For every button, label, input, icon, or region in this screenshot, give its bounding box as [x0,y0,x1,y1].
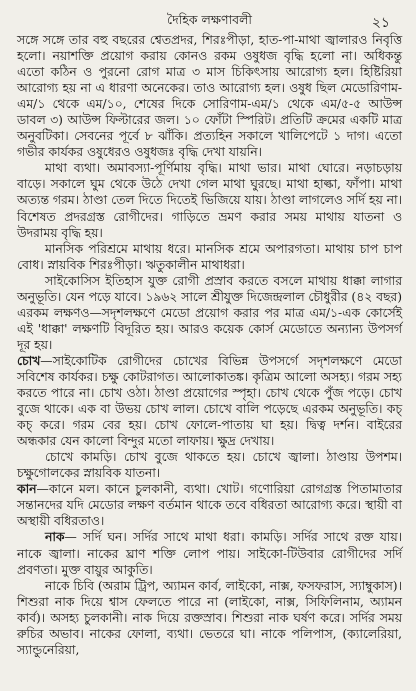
paragraph [17,449,402,481]
paragraph-text: মানসিক পরিশ্রমে মাথায় ধরে। মানসিক শ্রমে অপারগতা। মাথায় চাপ চাপ বোধ। স্নায়বিক শিরঃপীড়া। ঋতুকালীন মাথাধরা। [17,241,402,272]
page-number: ২১ [371,15,390,31]
paragraph [17,241,402,273]
paragraph [17,578,402,658]
paragraph [17,273,402,353]
page-header [17,0,402,32]
section-heading: কান [17,481,37,497]
running-title: দৈহিক লক্ষণাবলী [167,12,252,27]
paragraph-text: —কানে মল। কানে চুলকানী, ব্যথা। খোট। গণোরিয়া রোগগ্রস্ত পিতামাতার সন্তানদের যদি মেডোর লক্ষণ বর্তমান থাকে তবে বধিরতা আরোগ্য করে। স্থায়ী বা অস্থায়ী বধিরতাও। [17,482,402,529]
section-heading: চোখ [17,352,41,368]
paragraph-text: — সর্দি ঘন। সর্দির সাথে মাথা ধরা। কামড়ি। সর্দির সাথে রক্ত যায়। নাকে জ্বালা। নাকের ঘ্রাণ শক্তি লোপ পায়। সাইকো-টিউবার রোগীদের সর্দি প্রবণতা। মুক্ত বায়ুর আকুতি। [17,530,402,577]
paragraph [17,353,402,449]
paragraph-text: নাকে চিবি (অরাম ট্রিপ, অ্যামন কার্ব, লাইকো, নাক্স, ফসফরাস, স্যাম্বুকাস)। শিশুরা নাক দিয়ে শ্বাস ফেলতে পারে না (লাইকো, নাক্স, সিফিলিনাম, অ্যামন কার্ব)। অসহ্য চুলকানী। নাক দিয়ে রক্তস্রাব। শিশুরা নাক ঘর্ষণ করে। সর্দির সময় রুচির অভাব। নাকের ফোলা, ব্যথা। ভেতরে ঘা। নাকে পলিপাস, (ক্যালেরিয়া, স্যান্ডুনেরিয়া, [17,578,402,657]
page-body [17,32,402,658]
paragraph-text: —সাইকোটিক রোগীদের চোখের বিভিন্ন উপসর্গে সদৃশলক্ষণে মেডো সবিশেষ কার্যকর। চক্ষু কোটরাগত। আলোকাতঙ্ক। কৃত্রিম আলো অসহ্য। গরম সহ্য করতে পারে না। চোখ ওঠা। ঠাণ্ডা প্রয়োগের স্পৃহা। চোখ থেকে পুঁজ পড়ে। চোখ বুজে থাকে। এক বা উভয় চোখ লাল। চোখে বালি পড়েছে এরকম অনুভূতি। কচ্ কচ্ করে। গরম বের হয়। চোখ ফোলে-পাতায় ঘা হয়। দ্বিত্ব দর্শন। বাইরের অন্ধকার যেন কালো বিন্দুর মতো লাফায়। ক্ষুদ্র দেখায়। [17,353,402,449]
paragraph-text: মাথা ব্যথা। অমাবস্যা-পূর্ণিমায় বৃদ্ধি। মাথা ভার। মাথা ঘোরে। নড়াচড়ায় বাড়ে। সকালে ঘুম থেকে উঠে দেখা গেল মাথা ঘুরছে। মাথা হাল্কা, ফাঁপা। মাথা অত্যন্ত গরম। ঠাণ্ডা তেল দিতে দিতেই ভিজিয়ে যায়। ঠাণ্ডা লাগলেও সর্দি হয় না। বিশেষত প্রদরগ্রস্ত রোগীদের। গাড়িতে ভ্রমণ করার সময় মাথায় যাতনা ও উদরাময় বৃদ্ধি হয়। [17,161,402,240]
paragraph [17,160,402,240]
paragraph [17,529,402,577]
paragraph-text: চোখে কামড়ি। চোখ বুজে থাকতে হয়। চোখে জ্বালা। ঠাণ্ডায় উপশম। চক্ষুগোলকের স্নায়বিক যাতনা। [17,450,402,481]
paragraph [17,481,402,529]
paragraph [17,32,402,160]
paragraph-text: সঙ্গে সঙ্গে তার বহু বছরের শ্বেতপ্রদর, শিরঃপীড়া, হাত-পা-মাথা জ্বালারও নিবৃত্তি হলো। নয়াশক্তি প্রয়োগ করায় কোনও রকম ওষুধজ বৃদ্ধি হলো না। অধিকন্তু এতো কঠিন ও পুরনো রোগ মাত্র ৩ মাস চিকিৎসায় আরোগ্য হল। হিষ্টিরিয়া আরোগ্য হয় না এ ধারণা অনেকের। তাও আরোগ্য হল। ওষুধ ছিল মেডোরিণাম-এম/১ থেকে এম/১০, শেষের দিকে সোরিণাম-এম/১ থেকে এম/৫-৫ আউন্স ডাবল ৩) আউন্স ফিল্টারের জল। ১০ ফোঁটা স্পিরিট। প্রতিটি ক্রমের একটি মাত্র অনুবটিকা। সেবনের পূর্বে ৮ ঝাঁকি। প্রত্যহিন সকালে খালিপেটে ১ দাগ। এতো গভীর কার্যকর ওষুধেরও ওষুধজঃ বৃদ্ধি দেখা যায়নি। [17,33,402,160]
paragraph-text: সাইকোসিস ইতিহাস যুক্ত রোগী প্রস্রাব করতে বসলে মাথায় ধাক্কা লাগার অনুভূতি। যেন পড়ে যাবে। ১৯৬২ সালে শ্রীযুক্ত দিজেন্দ্রলাল চৌধুরীর (৪২ বছর) এরকম লক্ষণও—সদৃশলক্ষণে মেডো প্রয়োগ করার পর মাত্র এম/১-এক কোর্সেই এই 'ধাক্কা' লক্ষণটি বিদূরিত হয়। আরও কয়েক কোর্স মেডোতে অন্যান্য উপসর্গ দূর হয়। [17,273,402,352]
section-heading: নাক [45,529,65,545]
